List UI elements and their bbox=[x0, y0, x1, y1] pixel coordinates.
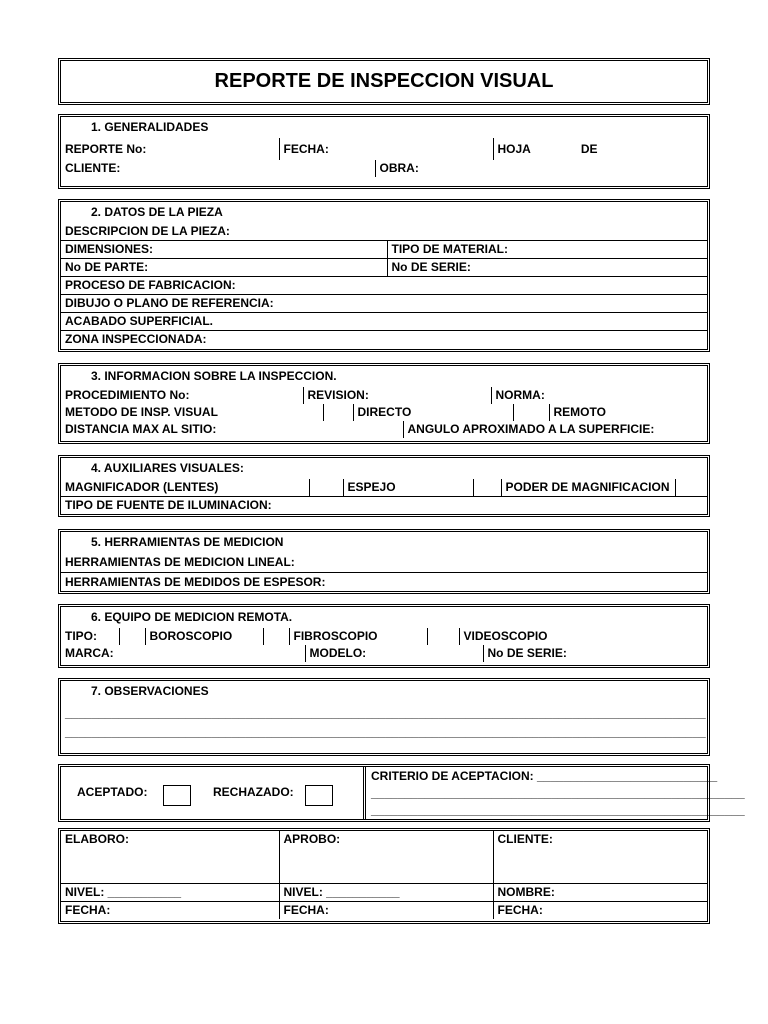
modelo-field[interactable]: MODELO: bbox=[305, 645, 483, 662]
tipo-label: TIPO: bbox=[61, 628, 119, 645]
poder-field[interactable] bbox=[675, 479, 707, 497]
distancia-field[interactable]: DISTANCIA MAX AL SITIO: bbox=[61, 421, 403, 438]
nivel-elaboro-field[interactable]: NIVEL: ___________ bbox=[61, 884, 279, 902]
section-header: 7. OBSERVACIONES bbox=[91, 684, 209, 698]
magnificador-checkbox[interactable] bbox=[309, 479, 343, 497]
fibroscopio-checkbox[interactable] bbox=[427, 628, 459, 645]
decision-box bbox=[58, 764, 745, 822]
section-datos-pieza bbox=[58, 199, 710, 352]
fibroscopio-label: FIBROSCOPIO bbox=[289, 628, 427, 645]
reporte-field[interactable]: REPORTE No: bbox=[61, 138, 279, 160]
directo-label: DIRECTO bbox=[353, 404, 513, 421]
rechazado-checkbox[interactable] bbox=[305, 785, 333, 806]
hoja-field[interactable]: HOJA DE bbox=[493, 138, 707, 160]
boroscopio-label: BOROSCOPIO bbox=[145, 628, 263, 645]
revision-field[interactable]: REVISION: bbox=[303, 387, 491, 404]
criterio-line[interactable]: ________________________________________________________ bbox=[371, 786, 745, 800]
title-box bbox=[58, 58, 710, 105]
fecha-elaboro-field[interactable]: FECHA: bbox=[61, 902, 279, 920]
aceptado-checkbox[interactable] bbox=[163, 785, 191, 806]
magnificador-label: MAGNIFICADOR (LENTES) bbox=[61, 479, 309, 497]
aprobo-field[interactable]: APROBO: bbox=[279, 831, 493, 884]
section-observaciones bbox=[58, 678, 710, 756]
directo-checkbox[interactable] bbox=[513, 404, 549, 421]
firmas-box bbox=[58, 828, 710, 924]
espejo-checkbox[interactable] bbox=[473, 479, 501, 497]
aceptado-label: ACEPTADO: bbox=[77, 785, 148, 799]
procedimiento-field[interactable]: PROCEDIMIENTO No: bbox=[61, 387, 303, 404]
fecha-cliente-field[interactable]: FECHA: bbox=[493, 902, 707, 920]
poder-label: PODER DE MAGNIFICACION bbox=[501, 479, 675, 497]
norma-field[interactable]: NORMA: bbox=[491, 387, 707, 404]
acabado-field[interactable]: ACABADO SUPERFICIAL. bbox=[61, 313, 707, 331]
videoscopio-label: VIDEOSCOPIO bbox=[459, 628, 707, 645]
page-title: REPORTE DE INSPECCION VISUAL bbox=[214, 70, 554, 92]
cliente-field[interactable]: CLIENTE: bbox=[61, 160, 375, 177]
section-herramientas bbox=[58, 529, 710, 594]
angulo-field[interactable]: ANGULO APROXIMADO A LA SUPERFICIE: bbox=[403, 421, 707, 438]
section-auxiliares bbox=[58, 455, 710, 517]
medicion-espesor-field[interactable]: HERRAMIENTAS DE MEDIDOS DE ESPESOR: bbox=[61, 573, 707, 593]
boroscopio-checkbox[interactable] bbox=[263, 628, 289, 645]
cliente-firma-field[interactable]: CLIENTE: bbox=[493, 831, 707, 884]
fecha-aprobo-field[interactable]: FECHA: bbox=[279, 902, 493, 920]
marca-field[interactable]: MARCA: bbox=[61, 645, 305, 662]
section-header: 3. INFORMACION SOBRE LA INSPECCION. bbox=[91, 369, 337, 383]
fecha-field[interactable]: FECHA: bbox=[279, 138, 493, 160]
proceso-field[interactable]: PROCESO DE FABRICACION: bbox=[61, 277, 707, 295]
section-header: 5. HERRAMIENTAS DE MEDICION bbox=[91, 535, 284, 549]
medicion-lineal-field[interactable]: HERRAMIENTAS DE MEDICION LINEAL: bbox=[61, 553, 707, 573]
section-header: 1. GENERALIDADES bbox=[91, 120, 209, 134]
fuente-field[interactable]: TIPO DE FUENTE DE ILUMINACION: bbox=[61, 497, 707, 515]
criterio-field[interactable]: CRITERIO DE ACEPTACION: ___________________________ bbox=[371, 769, 718, 783]
observaciones-line[interactable]: ________________________________________________________________________________________________ bbox=[65, 706, 706, 720]
decision-panel bbox=[61, 767, 366, 819]
elaboro-field[interactable]: ELABORO: bbox=[61, 831, 279, 884]
metodo-checkbox[interactable] bbox=[323, 404, 353, 421]
zona-field[interactable]: ZONA INSPECCIONADA: bbox=[61, 331, 707, 349]
nombre-field[interactable]: NOMBRE: bbox=[493, 884, 707, 902]
metodo-label: METODO DE INSP. VISUAL bbox=[61, 404, 323, 421]
serie-field[interactable]: No DE SERIE: bbox=[483, 645, 707, 662]
tipo-checkbox[interactable] bbox=[119, 628, 145, 645]
no-serie-field[interactable]: No DE SERIE: bbox=[387, 259, 707, 277]
dibujo-field[interactable]: DIBUJO O PLANO DE REFERENCIA: bbox=[61, 295, 707, 313]
section-header: 2. DATOS DE LA PIEZA bbox=[91, 205, 223, 219]
rechazado-label: RECHAZADO: bbox=[213, 785, 294, 799]
remoto-label: REMOTO bbox=[549, 404, 707, 421]
observaciones-line[interactable]: ________________________________________________________________________________________________ bbox=[65, 725, 706, 739]
obra-field[interactable]: OBRA: bbox=[375, 160, 707, 177]
criterio-panel bbox=[367, 768, 745, 819]
section-equipo-remoto bbox=[58, 604, 710, 668]
section-header: 4. AUXILIARES VISUALES: bbox=[91, 461, 244, 475]
dimensiones-field[interactable]: DIMENSIONES: bbox=[61, 241, 387, 259]
section-generalidades bbox=[58, 114, 710, 189]
no-parte-field[interactable]: No DE PARTE: bbox=[61, 259, 387, 277]
descripcion-field[interactable]: DESCRIPCION DE LA PIEZA: bbox=[61, 223, 707, 241]
espejo-label: ESPEJO bbox=[343, 479, 473, 497]
criterio-line[interactable]: ________________________________________________________ bbox=[371, 803, 745, 817]
nivel-aprobo-field[interactable]: NIVEL: ___________ bbox=[279, 884, 493, 902]
tipo-material-field[interactable]: TIPO DE MATERIAL: bbox=[387, 241, 707, 259]
section-header: 6. EQUIPO DE MEDICION REMOTA. bbox=[91, 610, 293, 624]
section-informacion bbox=[58, 363, 710, 444]
